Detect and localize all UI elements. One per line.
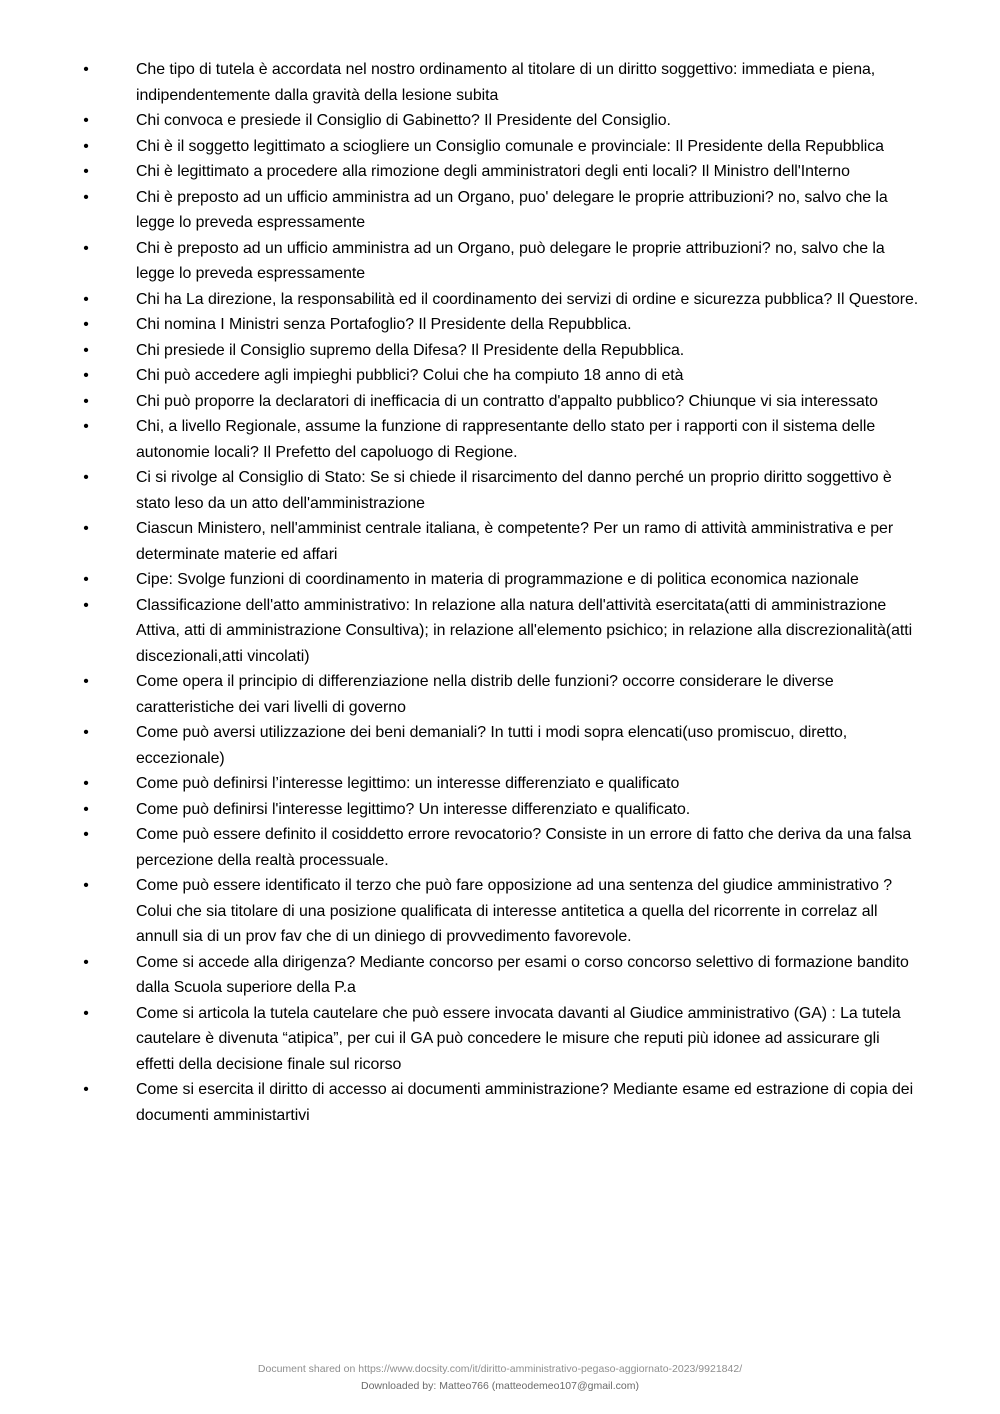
list-item [0,287,1000,313]
list-item [0,567,1000,593]
bullet-icon: • [83,520,89,537]
list-item [0,822,1000,873]
list-item-text: Chi è preposto ad un ufficio amministra ad un Organo, può delegare le proprie attribuzioni? no, salvo che la legge lo preveda espressamente [136,239,885,282]
list-item-text: Come opera il principio di differenziazione nella distrib delle funzioni? occorre considerare le diverse caratteristiche dei vari livelli di governo [136,673,834,716]
list-item [0,593,1000,670]
list-item-text: Chi è legittimato a procedere alla rimozione degli amministratori degli enti locali? Il Ministro dell'Interno [136,163,850,180]
list-item [0,797,1000,823]
bullet-icon: • [83,137,89,155]
list-item [0,1001,1000,1078]
list-item-text: Chi è preposto ad un ufficio amministra ad un Organo, puo' delegare le proprie attribuzioni? no, salvo che la legge lo preveda espressamente [136,188,888,231]
bullet-icon: • [83,800,89,818]
bullet-icon: • [83,673,89,690]
list-item [0,185,1000,236]
footer-downloaded-by: Downloaded by: Matteo766 (matteodemeo107@gmail.com) [361,1380,639,1392]
list-item [0,950,1000,1001]
list-item [0,363,1000,389]
bullet-icon: • [83,341,89,359]
bullet-icon: • [83,1081,89,1098]
list-item-text: Classificazione dell'atto amministrativo: In relazione alla natura dell'attività esercitata(atti di amministrazione Attiva, atti di amministrazione Consultiva); in relazione all'elemento psichico; in relazione alla discrezionalità(atti discezionali,atti vincolati) [136,596,913,665]
bullet-icon: • [83,596,89,614]
list-item [0,516,1000,567]
footer-shared-notice: Document shared on https://www.docsity.com/it/diritto-amministrativo-pegaso-aggiornato-2023/9921842/ [257,1363,743,1375]
list-item [0,134,1000,160]
list-item [0,669,1000,720]
list-item-text: Come può definirsi l’interesse legittimo: un interesse differenziato e qualificato [136,775,680,792]
list-item-text: Chi convoca e presiede il Consiglio di Gabinetto? Il Presidente del Consiglio. [136,112,671,129]
bullet-list [0,57,1000,1128]
bullet-icon: • [83,188,89,206]
list-item-text: Come si esercita il diritto di accesso ai documenti amministrazione? Mediante esame ed estrazione di copia dei documenti amministartivi [136,1081,914,1124]
list-item-text: Ciascun Ministero, nell'amminist centrale italiana, è competente? Per un ramo di attività amministrativa e per determinate materie ed affari [136,520,894,563]
list-item-text: Chi può proporre la declaratori di inefficacia di un contratto d'appalto pubblico? Chiunque vi sia interessato [136,392,878,410]
list-item [0,771,1000,797]
bullet-icon: • [83,953,89,971]
list-item [0,159,1000,185]
bullet-icon: • [83,163,89,180]
list-item [0,873,1000,950]
bullet-icon: • [83,367,89,384]
bullet-icon: • [83,239,89,257]
bullet-icon: • [83,469,89,486]
list-item [0,312,1000,338]
list-item-text: Come può essere identificato il terzo che può fare opposizione ad una sentenza del giudice amministrativo ? Colui che sia titolare di una posizione qualificata di interesse antitetica a quella del ricorrente in correlaz all annull sia di un prov fav che di un diniego di provvedimento favorevole. [136,877,893,945]
list-item-text: Chi è il soggetto legittimato a sciogliere un Consiglio comunale e provinciale: Il Presidente della Repubblica [136,137,884,155]
list-item [0,1077,1000,1128]
bullet-icon: • [83,571,89,588]
list-item-text: Chi può accedere agli impieghi pubblici? Colui che ha compiuto 18 anno di età [136,367,684,384]
bullet-icon: • [83,724,89,741]
list-item-text: Chi nomina I Ministri senza Portafoglio? Il Presidente della Repubblica. [136,316,632,333]
list-item-text: Ci si rivolge al Consiglio di Stato: Se si chiede il risarcimento del danno perché un proprio diritto soggettivo è stato leso da un atto dell'amministrazione [136,469,892,512]
list-item-text: Cipe: Svolge funzioni di coordinamento in materia di programmazione e di politica economica nazionale [136,571,859,588]
list-item-text: Come si articola la tutela cautelare che può essere invocata davanti al Giudice amministrativo (GA) : La tutela cautelare è divenuta “atipica”, per cui il GA può concedere le misure che reputi più idonee ad assicurare gli effetti della decisione finale sul ricorso [136,1004,901,1073]
list-item [0,236,1000,287]
bullet-icon: • [83,877,89,894]
list-item-text: Che tipo di tutela è accordata nel nostro ordinamento al titolare di un diritto soggettivo: immediata e piena, indipendentemente dalla gravità della lesione subita [136,61,876,104]
bullet-icon: • [83,826,89,843]
list-item-text: Come può essere definito il cosiddetto errore revocatorio? Consiste in un errore di fatto che deriva da una falsa percezione della realtà processuale. [136,826,912,869]
list-item [0,414,1000,465]
list-item [0,389,1000,415]
bullet-icon: • [83,61,89,78]
bullet-icon: • [83,775,89,792]
list-item-text: Chi presiede il Consiglio supremo della Difesa? Il Presidente della Repubblica. [136,341,685,359]
list-item-text: Chi, a livello Regionale, assume la funzione di rappresentante dello stato per i rapporti con il sistema delle autonomie locali? Il Prefetto del capoluogo di Regione. [136,418,876,461]
bullet-icon: • [83,418,89,435]
list-item-text: Chi ha La direzione, la responsabilità ed il coordinamento dei servizi di ordine e sicurezza pubblica? Il Questore. [136,290,919,308]
list-item [0,720,1000,771]
bullet-icon: • [83,290,89,308]
bullet-icon: • [83,316,89,333]
list-item-text: Come può definirsi l'interesse legittimo? Un interesse differenziato e qualificato. [136,800,691,818]
bullet-icon: • [83,392,89,410]
bullet-icon: • [83,1004,89,1022]
list-item-text: Come può aversi utilizzazione dei beni demaniali? In tutti i modi sopra elencati(uso promiscuo, diretto, eccezionale) [136,724,848,767]
list-item [0,338,1000,364]
list-item [0,108,1000,134]
list-item [0,465,1000,516]
list-item-text: Come si accede alla dirigenza? Mediante concorso per esami o corso concorso selettivo di formazione bandito dalla Scuola superiore della P.a [136,953,909,996]
bullet-icon: • [83,112,89,129]
list-item [0,57,1000,108]
